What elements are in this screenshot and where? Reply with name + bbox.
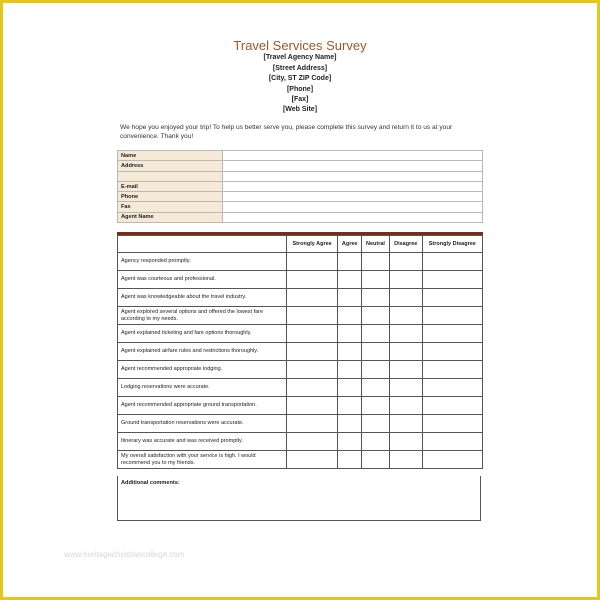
column-header: Strongly Disagree [422,236,482,253]
survey-statement: Itinerary was accurate and was received promptly. [118,433,287,451]
rating-cell[interactable] [338,307,362,325]
rating-cell[interactable] [422,379,482,397]
rating-cell[interactable] [422,415,482,433]
fax-line: [Fax] [291,96,309,103]
rating-cell[interactable] [422,307,482,325]
table-row [118,271,483,289]
column-header: Strongly Agree [287,236,338,253]
table-row [118,397,483,415]
rating-cell[interactable] [362,379,390,397]
table-row [118,289,483,307]
survey-statement: Lodging reservations were accurate. [118,379,287,397]
info-value-field[interactable] [223,161,483,171]
rating-cell[interactable] [362,433,390,451]
info-label: E-mail [118,181,223,191]
statement-column-header [118,236,287,253]
column-header: Disagree [389,236,422,253]
rating-cell[interactable] [362,253,390,271]
info-label: Phone [118,192,223,202]
info-label: Fax [118,202,223,212]
rating-cell[interactable] [389,307,422,325]
survey-statement: Agency responded promptly. [118,253,287,271]
info-value-field[interactable] [223,212,483,222]
rating-cell[interactable] [338,433,362,451]
contact-info-table [117,150,483,223]
website-line: [Web Site] [282,106,318,113]
survey-title: Travel Services Survey [233,38,367,53]
column-header: Agree [338,236,362,253]
rating-cell[interactable] [287,361,338,379]
comments-label: Additional comments: [121,480,180,486]
rating-cell[interactable] [389,379,422,397]
info-value-field[interactable] [223,181,483,191]
rating-cell[interactable] [287,253,338,271]
rating-cell[interactable] [362,415,390,433]
rating-cell[interactable] [362,271,390,289]
rating-cell[interactable] [422,397,482,415]
info-value-field[interactable] [223,151,483,161]
survey-statement: Agent was courteous and professional. [118,271,287,289]
rating-cell[interactable] [287,271,338,289]
rating-cell[interactable] [362,325,390,343]
rating-cell[interactable] [287,379,338,397]
rating-cell[interactable] [422,451,482,469]
rating-cell[interactable] [287,451,338,469]
intro-text: We hope you enjoyed your trip! To help us better serve you, please complete this survey and return it to us at your convenience. Thank you! [120,124,453,140]
survey-statement: Agent recommended appropriate lodging. [118,361,287,379]
rating-cell[interactable] [389,451,422,469]
watermark-text: www.heritagechristiancollege.com [64,550,185,559]
additional-comments-box[interactable] [117,476,481,521]
rating-cell[interactable] [389,397,422,415]
table-row [118,325,483,343]
street-address: [Street Address] [272,65,328,72]
rating-cell[interactable] [287,325,338,343]
rating-cell[interactable] [362,343,390,361]
survey-statement: Agent recommended appropriate ground transportation. [118,397,287,415]
rating-cell[interactable] [389,325,422,343]
rating-cell[interactable] [389,343,422,361]
rating-cell[interactable] [362,451,390,469]
rating-cell[interactable] [422,325,482,343]
info-value-field[interactable] [223,192,483,202]
rating-cell[interactable] [362,361,390,379]
rating-cell[interactable] [422,271,482,289]
info-row-address [118,161,483,171]
survey-header-row [118,236,483,253]
rating-cell[interactable] [338,253,362,271]
rating-cell[interactable] [287,343,338,361]
table-row [118,451,483,469]
info-row-name [118,151,483,161]
rating-cell[interactable] [389,289,422,307]
rating-cell[interactable] [338,343,362,361]
rating-cell[interactable] [338,415,362,433]
rating-cell[interactable] [338,289,362,307]
phone-line: [Phone] [286,86,314,93]
rating-cell[interactable] [338,271,362,289]
rating-cell[interactable] [338,361,362,379]
rating-cell[interactable] [389,433,422,451]
agency-name: [Travel Agency Name] [263,54,337,61]
info-label [118,171,223,181]
info-value-field[interactable] [223,171,483,181]
rating-cell[interactable] [422,343,482,361]
info-row-phone [118,192,483,202]
rating-cell[interactable] [338,325,362,343]
info-label: Agent Name [118,212,223,222]
rating-cell[interactable] [422,433,482,451]
rating-cell[interactable] [362,289,390,307]
rating-cell[interactable] [338,397,362,415]
rating-cell[interactable] [422,289,482,307]
info-label: Name [118,151,223,161]
rating-cell[interactable] [422,361,482,379]
table-row [118,379,483,397]
table-row [118,307,483,325]
rating-cell[interactable] [287,307,338,325]
info-row-address-2 [118,171,483,181]
table-row [118,415,483,433]
info-value-field[interactable] [223,202,483,212]
survey-statement: Agent was knowledgeable about the travel industry. [118,289,287,307]
rating-cell[interactable] [362,307,390,325]
rating-cell[interactable] [362,397,390,415]
info-row-agent [118,212,483,222]
survey-statement: Agent explained airfare rules and restrictions thoroughly. [118,343,287,361]
survey-statement: My overall satisfaction with your service is high. I would recommend you to my friends. [118,451,287,469]
rating-cell[interactable] [287,433,338,451]
column-header: Neutral [362,236,390,253]
city-state-zip: [City, ST ZIP Code] [268,75,332,82]
rating-cell[interactable] [287,415,338,433]
survey-table [117,235,483,469]
rating-cell[interactable] [338,451,362,469]
rating-cell[interactable] [338,379,362,397]
rating-cell[interactable] [389,361,422,379]
survey-statement: Agent explained ticketing and fare options thoroughly. [118,325,287,343]
rating-cell[interactable] [287,289,338,307]
rating-cell[interactable] [389,415,422,433]
rating-cell[interactable] [287,397,338,415]
table-row [118,343,483,361]
info-label: Address [118,161,223,171]
rating-cell[interactable] [389,271,422,289]
table-row [118,361,483,379]
info-row-email [118,181,483,191]
survey-statement: Ground transportation reservations were accurate. [118,415,287,433]
survey-statement: Agent explored several options and offered the lowest fare according to my needs. [118,307,287,325]
table-row [118,253,483,271]
table-row [118,433,483,451]
info-row-fax [118,202,483,212]
rating-cell[interactable] [389,253,422,271]
rating-cell[interactable] [422,253,482,271]
